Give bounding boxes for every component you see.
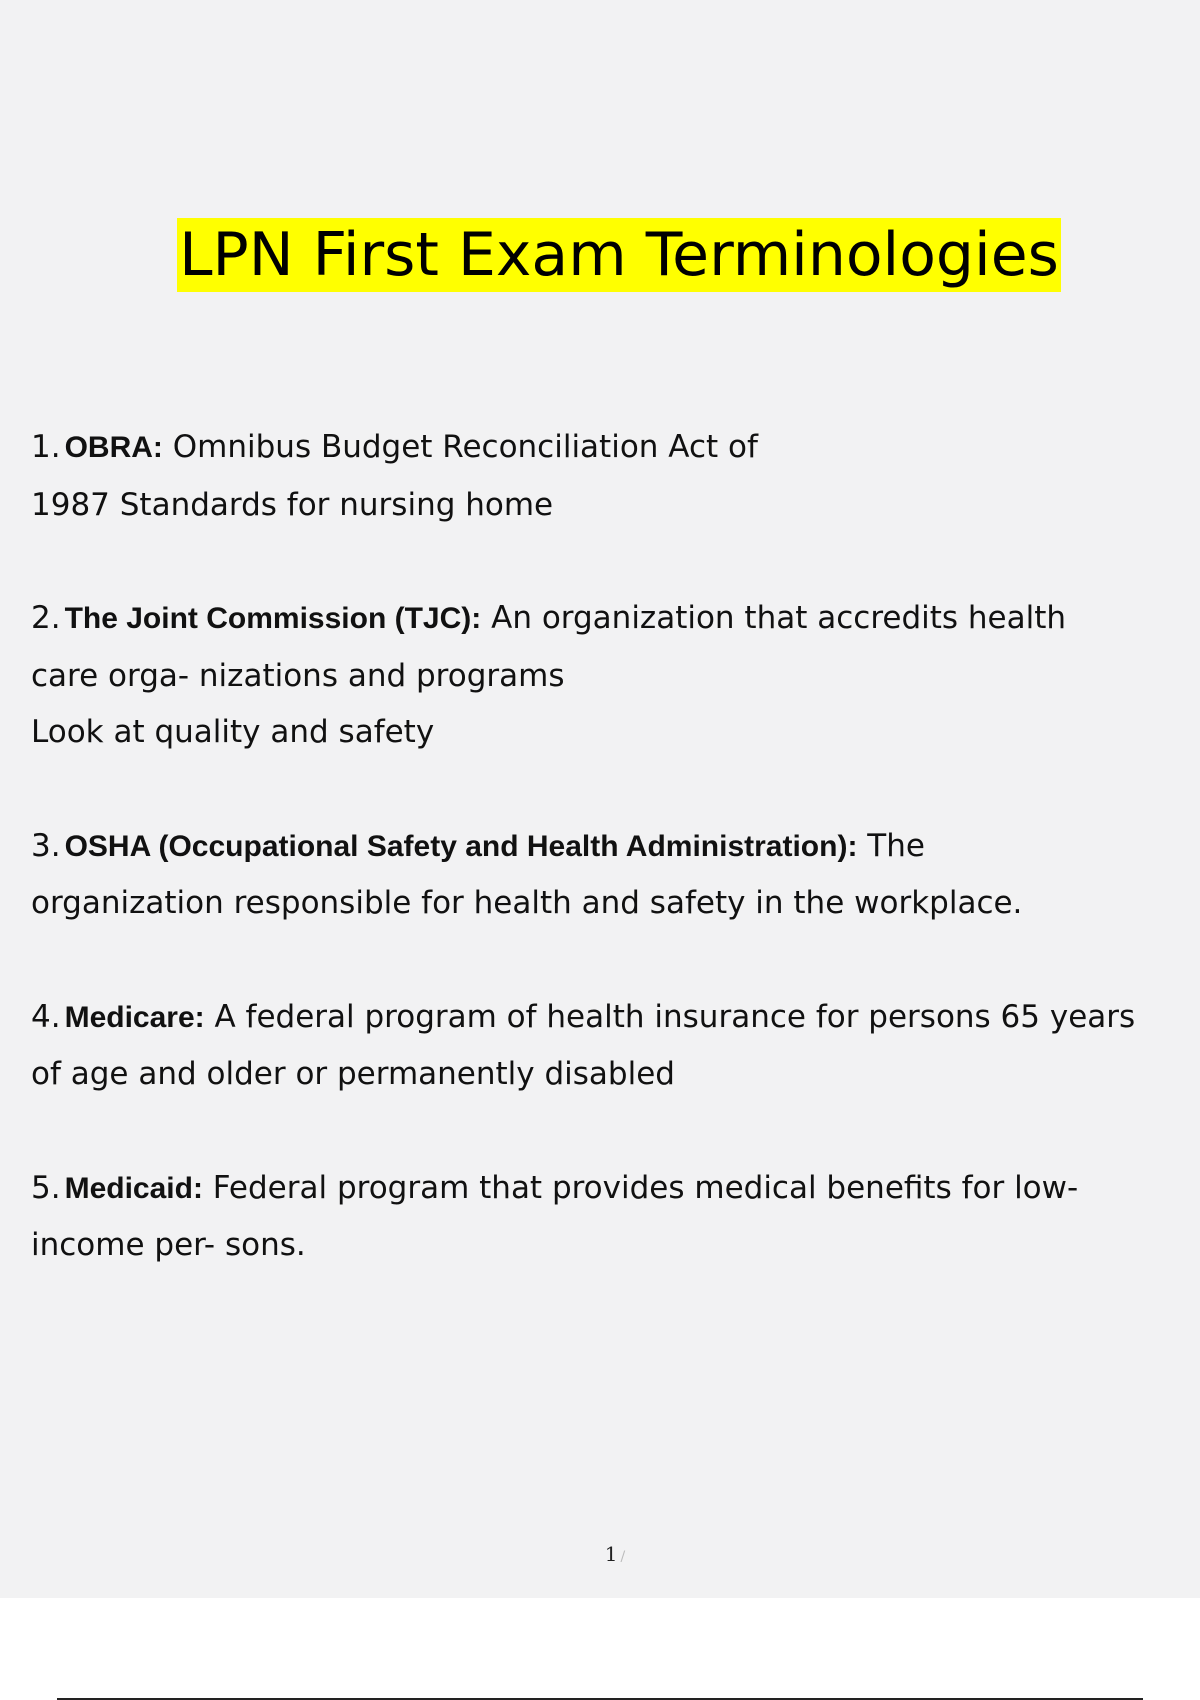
term-list xyxy=(31,419,1191,1331)
term-number: 1. xyxy=(31,429,61,465)
term-definition: care orga- nizations and programs xyxy=(31,657,565,694)
term-definition: income per- sons. xyxy=(31,1227,306,1263)
term-number: 2. xyxy=(31,600,61,636)
term-definition: The xyxy=(857,827,925,864)
term-label: Medicaid: xyxy=(64,1171,203,1205)
term-definition: of age and older or permanently disabled xyxy=(31,1056,675,1092)
page-number-value: 1 xyxy=(604,1542,618,1566)
term-number: 5. xyxy=(31,1169,61,1206)
term-label: The Joint Commission (TJC): xyxy=(64,602,482,635)
term-label: Medicare: xyxy=(64,1000,205,1034)
term-item-obra xyxy=(31,419,1191,533)
term-label: OBRA: xyxy=(64,431,163,464)
term-item-medicare xyxy=(31,989,1191,1103)
term-definition: Omnibus Budget Reconciliation Act of xyxy=(162,429,758,465)
term-item-medicaid xyxy=(31,1160,1191,1274)
term-number: 4. xyxy=(31,998,61,1035)
term-definition: 1987 Standards for nursing home xyxy=(31,486,554,523)
term-definition: Look at quality and safety xyxy=(31,714,435,750)
term-label: OSHA (Occupational Safety and Health Administration): xyxy=(64,829,858,863)
page-title: LPN First Exam Terminologies xyxy=(179,220,1059,290)
term-line xyxy=(31,419,1191,477)
term-line xyxy=(31,989,1191,1047)
term-item-tjc xyxy=(31,590,1191,761)
term-line xyxy=(31,1160,1191,1218)
term-definition: organization responsible for health and safety in the workplace. xyxy=(31,885,1023,921)
page-number-separator: / xyxy=(620,1549,626,1565)
term-item-osha xyxy=(31,818,1191,932)
term-number: 3. xyxy=(31,827,61,864)
term-line xyxy=(31,818,1191,876)
term-definition: A federal program of health insurance for persons 65 years xyxy=(204,998,1136,1035)
page-number xyxy=(0,1540,1200,1571)
title-container xyxy=(0,218,1200,292)
term-line xyxy=(31,590,1191,648)
term-definition: An organization that accredits health xyxy=(481,600,1067,636)
term-definition: Federal program that provides medical benefits for low- xyxy=(202,1169,1079,1206)
